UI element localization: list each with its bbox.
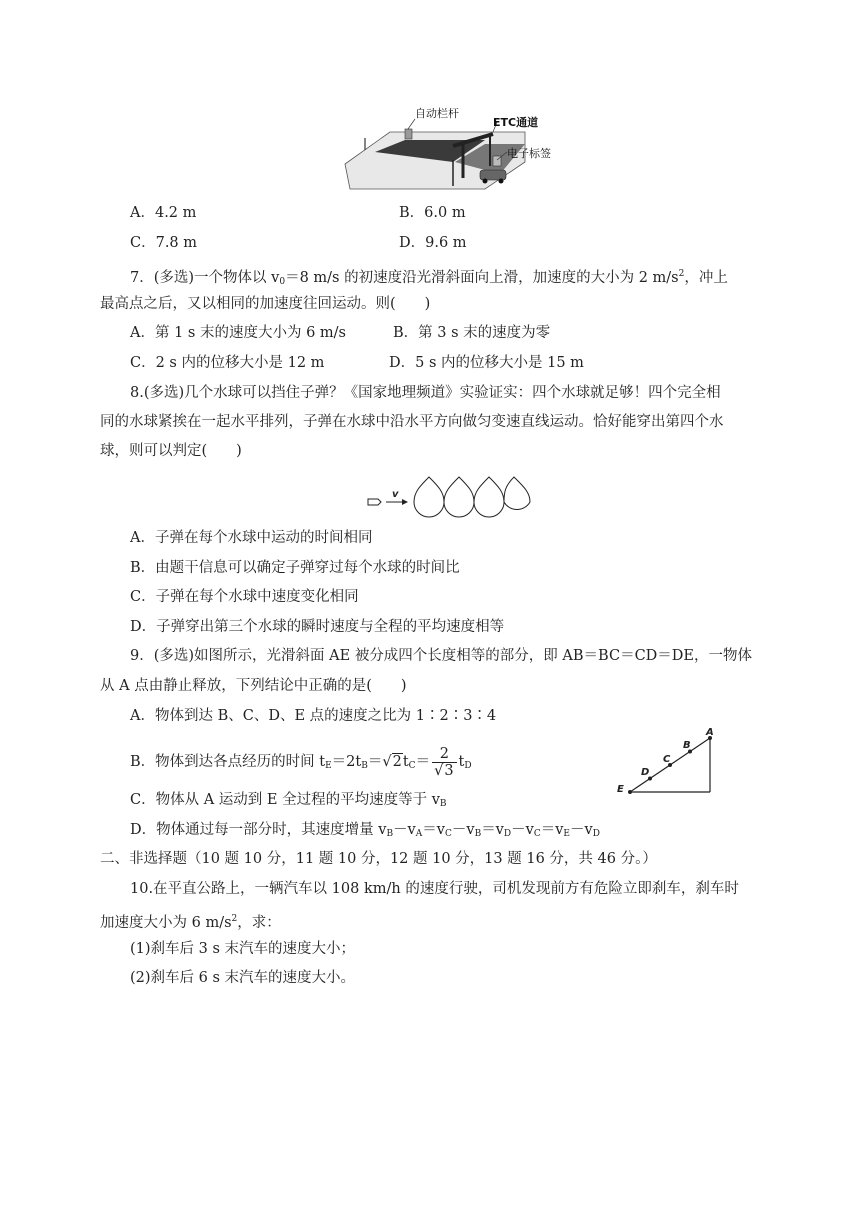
- q9-option-a: A．物体到达 B、C、D、E 点的速度之比为 1∶2∶3∶4: [130, 708, 497, 724]
- label-etc-lane: ETC通道: [493, 116, 539, 129]
- velocity-label: v: [392, 489, 399, 500]
- q8-stem-line2: 同的水球紧挨在一起水平排列，子弹在水球中沿水平方向做匀变速直线运动。恰好能穿出第四个水: [100, 414, 724, 430]
- q8-option-a: A．子弹在每个水球中运动的时间相同: [130, 530, 373, 546]
- water-ball-2: [444, 477, 474, 517]
- water-balls-figure: [364, 472, 530, 524]
- q7-stem-line2: 最高点之后，又以相同的加速度往回运动。则( ): [100, 296, 431, 312]
- q6-option-c: C．7.8 m: [130, 235, 198, 251]
- q9-stem-line1: 9．(多选)如图所示，光滑斜面 AE 被分成四个长度相等的部分，即 AB＝BC＝CD＝DE，一物体: [130, 648, 752, 664]
- q7-option-a: A．第 1 s 末的速度大小为 6 m/s: [130, 325, 346, 341]
- q6-option-a: A．4.2 m: [130, 205, 197, 221]
- section-2-title: 二、非选择题（10 题 10 分，11 题 10 分，12 题 10 分，13 题 16 分，共 46 分。）: [100, 851, 657, 867]
- label-barrier: 自动栏杆: [415, 107, 459, 120]
- q8-option-d: D．子弹穿出第三个水球的瞬时速度与全程的平均速度相等: [130, 619, 505, 635]
- label-c: C: [663, 754, 671, 765]
- q6-option-d: D．9.6 m: [399, 235, 467, 251]
- q8-option-c: C．子弹在每个水球中速度变化相同: [130, 589, 359, 605]
- point-e: [628, 790, 632, 794]
- q9-stem-line2: 从 A 点由静止释放，下列结论中正确的是( ): [100, 678, 407, 694]
- water-ball-3: [474, 477, 504, 517]
- q9-option-d: D．物体通过每一部分时，其速度增量 $v_B-v_A=v_C-v_B=v_D-v_C=v_E-v_D$: [130, 822, 600, 839]
- q7-option-d: D．5 s 内的位移大小是 15 m: [389, 355, 584, 371]
- q7-option-b: B．第 3 s 末的速度为零: [393, 325, 551, 341]
- q8-option-b: B．由题干信息可以确定子弹穿过每个水球的时间比: [130, 560, 460, 576]
- q10-stem-line1: 10.在平直公路上，一辆汽车以 108 km/h 的速度行驶，司机发现前方有危险立即刹车，刹车时: [130, 881, 739, 897]
- q6-option-b: B．6.0 m: [399, 205, 466, 221]
- water-ball-1: [414, 477, 444, 517]
- label-d: D: [641, 767, 650, 778]
- q8-stem-line1: 8.(多选)几个水球可以挡住子弹？《国家地理频道》实验证实：四个水球就足够！四个完全相: [130, 385, 721, 401]
- label-electronic-tag: 电子标签: [507, 147, 551, 160]
- incline-figure: [612, 726, 722, 796]
- q8-stem-line3: 球，则可以判定( ): [100, 443, 242, 459]
- q10-part-1: (1)刹车后 3 s 末汽车的速度大小；: [130, 941, 356, 957]
- q10-stem-line2: 加速度大小为 6 $m/s^2$，求：: [100, 914, 281, 931]
- label-b: B: [683, 740, 691, 751]
- water-ball-4: [504, 477, 530, 510]
- q7-option-c: C．2 s 内的位移大小是 12 m: [130, 355, 325, 371]
- q7-stem-line1: 7．(多选)一个物体以 $v_0=8$ m/s 的初速度沿光滑斜面向上滑，加速度的大小为 2 $m/s^2$，冲上: [130, 269, 728, 287]
- fraction-2-over-sqrt3: $\frac{2}{√3}$: [432, 746, 456, 779]
- q9-option-b: B．物体到达各点经历的时间 $t_E=2t_B=√2t_C=$ $\frac{2}{√3}$ $t_D$: [130, 745, 472, 779]
- label-a: A: [706, 727, 714, 738]
- q9-option-c: C．物体从 A 运动到 E 全过程的平均速度等于 $v_B$: [130, 792, 447, 809]
- label-e: E: [617, 784, 624, 795]
- q10-part-2: (2)刹车后 6 s 末汽车的速度大小。: [130, 970, 356, 986]
- etc-lane-figure: [335, 104, 551, 196]
